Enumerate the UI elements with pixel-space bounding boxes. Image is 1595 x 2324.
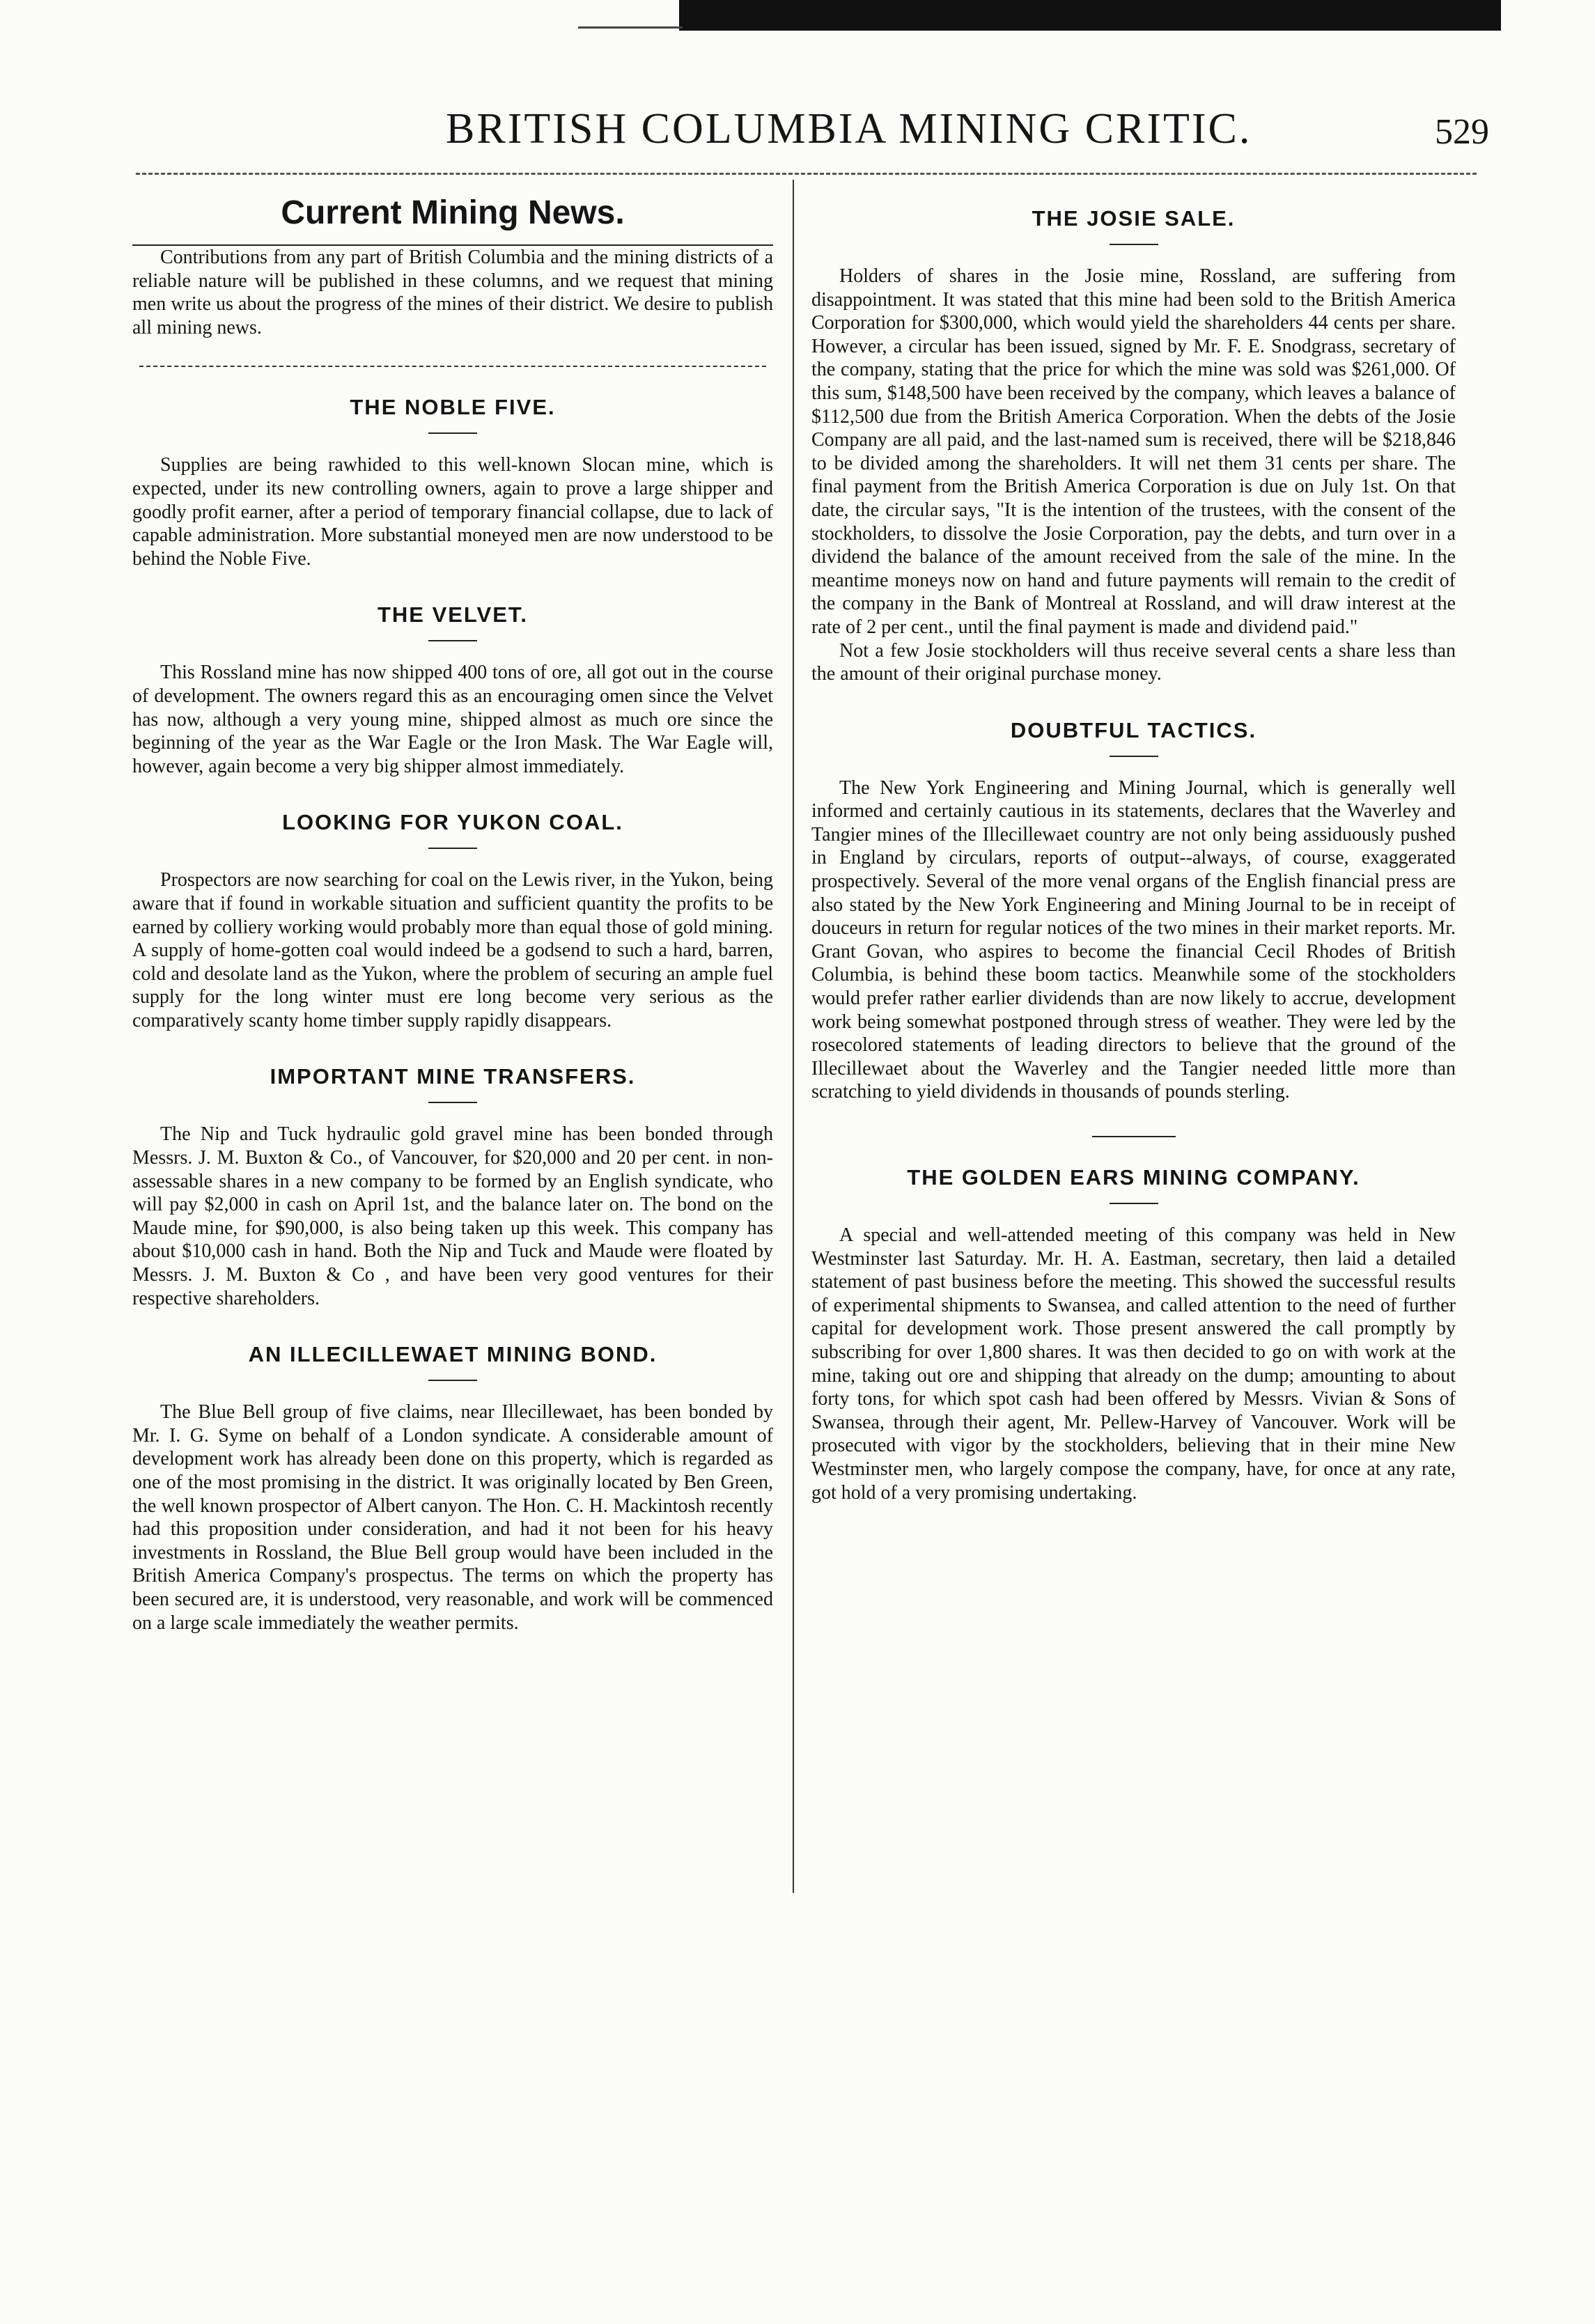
page-edge-bar [679,0,1501,31]
article-title: THE GOLDEN EARS MINING COMPANY. [907,1165,1360,1190]
left-column [132,180,773,1635]
article-title: IMPORTANT MINE TRANSFERS. [270,1064,636,1089]
main-title: Current Mining News. [132,194,773,246]
running-head [0,104,1595,160]
title-rule [1110,756,1158,757]
title-rule [428,640,477,641]
article-title: DOUBTFUL TACTICS. [1010,717,1257,742]
article-paragraph: The Blue Bell group of five claims, near Illecillewaet, has been bonded by Mr. I. G. Syme on behalf of a London syndicate. A considerable amount of development work has already been done on this property, which is regarded as one of the most promising in the district. It was originally located by Ben Green, the well known prospector of Albert canyon. The Hon. C. H. Mackintosh recently had this proposition under consideration, and had it not been for his heavy investments in Rossland, the Blue Bell group would have been included in the British America Company's prospectus. The terms on which the property has been secured are, it is understood, very reasonable, and work will be commenced on a large scale immediately the weather permits. [132,1401,773,1634]
journal-title: BRITISH COLUMBIA MINING CRITIC. [446,105,1252,153]
article-doubtful-tactics [811,718,1456,1104]
article-paragraph: This Rossland mine has now shipped 400 tons of ore, all got out in the course of development. The owners regard this as an encouraging omen since the Velvet has now, although a very young mine, shipped almost as much ore since the beginning of the year as the War Eagle or the Iron Mask. The War Eagle will, however, again become a very big shipper almost immediately. [132,662,773,777]
header-rule [136,173,1477,175]
article-golden-ears [811,1165,1456,1504]
article-paragraph: The Nip and Tuck hydraulic gold gravel mine has been bonded through Messrs. J. M. Buxton & Co., of Vancouver, for $20,000 and 20 per cent. in non-assessable shares in a new company to be formed by an English syndicate, who will pay $2,000 in cash on April 1st, and the balance later on. The bond on the Maude mine, for $90,000, is also being taken up this week. This company has about $10,000 cash in hand. Both the Nip and Tuck and Maude were floated by Messrs. J. M. Buxton & Co , and have been very good ventures for their respective shareholders. [132,1123,773,1309]
article-josie-sale [811,206,1456,686]
title-rule [428,1102,477,1103]
title-rule [1110,1203,1158,1204]
article-yukon-coal [132,810,773,1032]
right-column [811,180,1456,1504]
title-rule [428,1380,477,1381]
title-rule [1110,244,1158,245]
section-rule [139,366,766,367]
article-title: THE JOSIE SALE. [1032,206,1236,231]
article-paragraph: Not a few Josie stockholders will thus receive several cents a share less than the amount of their original purchase money. [811,639,1456,685]
article-velvet [132,602,773,778]
article-paragraph: Supplies are being rawhided to this well-known Slocan mine, which is expected, under its new controlling owners, again to prove a large shipper and goodly profit earner, after a period of temporary financial collapse, due to lack of capable administration. More substantial moneyed men are now understood to be behind the Noble Five. [132,454,773,570]
page-edge-bar-fade [578,26,683,29]
article-title: THE VELVET. [377,602,529,627]
article-paragraph: Prospectors are now searching for coal on the Lewis river, in the Yukon, being aware that if found in workable situation and sufficient quantity the profits to be earned by colliery working would probably more than equal those of gold mining. A supply of home-gotten coal would indeed be a godsend to such a hard, barren, cold and desolate land as the Yukon, where the problem of securing an ample fuel supply for the long winter must ere long become very serious as the comparatively scanty home timber supply rapidly disappears. [132,869,773,1031]
title-rule [428,432,477,434]
article-title: THE NOBLE FIVE. [350,395,556,420]
article-noble-five [132,395,773,570]
article-paragraph: The New York Engineering and Mining Journal, which is generally well informed and certainly cautious in its statements, declares that the Waverley and Tangier mines of the Illecillewaet country are not only being assiduously pushed in England by circulars, reports of output--always, of course, exaggerated prospectively. Several of the more venal organs of the English financial press are also stated by the New York Engineering and Mining Journal to be in receipt of douceurs in return for regular notices of the two mines in their market reports. Mr. Grant Govan, who aspires to become the financial Cecil Rhodes of British Columbia, is behind these boom tactics. Meanwhile some of the stockholders would prefer rather earlier dividends than are now likely to accrue, development work being somewhat postponed through stress of weather. They were led by the rosecolored statements of leading directors to believe that the ground of the Illecillewaet about the Waverley and the Tangier needed little more than scratching to yield dividends in thousands of pounds sterling. [811,777,1456,1103]
article-title: AN ILLECILLEWAET MINING BOND. [248,1342,658,1367]
article-paragraph: Holders of shares in the Josie mine, Rossland, are suffering from disappointment. It was stated that this mine had been sold to the British America Corporation for $300,000, which would yield the shareholders 44 cents per share. However, a circular has been issued, signed by Mr. F. E. Snodgrass, secretary of the company, stating that the price for which the mine was sold was $261,000. Of this sum, $148,500 have been received by the company, which leaves a balance of $112,500 due from the British America Corporation. When the debts of the Josie Company are all paid, and the last-named sum is received, there will be $218,846 to be divided among the shareholders. It will net them 31 cents per share. The final payment from the British America Corporation is due on July 1st. On that date, the circular says, "It is the intention of the trustees, with the consent of the stockholders, to dissolve the Josie Corporation, pay the debts, and turn over in a dividend the balance of the amount received from the sale of the mine. In the meantime moneys now on hand and future payments will remain to the credit of the company in the Bank of Montreal at Rossland, and will draw interest at the rate of 2 per cent., until the final payment is made and dividend paid." [811,265,1456,638]
intro-paragraph: Contributions from any part of British Columbia and the mining districts of a reliable nature will be published in these columns, and we request that mining men write us about the progress of the mines of their district. We desire to publish all mining news. [132,247,773,338]
title-rule [428,848,477,849]
page-number: 529 [1435,112,1489,152]
section-rule [1092,1136,1176,1137]
column-divider [793,180,794,1893]
article-mine-transfers [132,1064,773,1310]
article-title: LOOKING FOR YUKON COAL. [282,810,623,835]
article-illecillewaet-bond [132,1342,773,1635]
article-paragraph: A special and well-attended meeting of this company was held in New Westminster last Saturday. Mr. H. A. Eastman, secretary, then laid a detailed statement of past business before the meeting. This showed the successful results of experimental shipments to Swansea, and called attention to the need of further capital for development work. Those present answered the call promptly by subscribing for over 1,800 shares. It was then decided to go on with work at the mine, taking out ore and shipping that already on the dump; amounting to about forty tons, for which spot cash had been offered by Messrs. Vivian & Sons of Swansea, through their agent, Mr. Pellew-Harvey of Vancouver. Work will be prosecuted with vigor by the stockholders, believing that in their mine New Westminster men, who largely compose the company, have, for once at any rate, got hold of a very promising undertaking. [811,1224,1456,1504]
